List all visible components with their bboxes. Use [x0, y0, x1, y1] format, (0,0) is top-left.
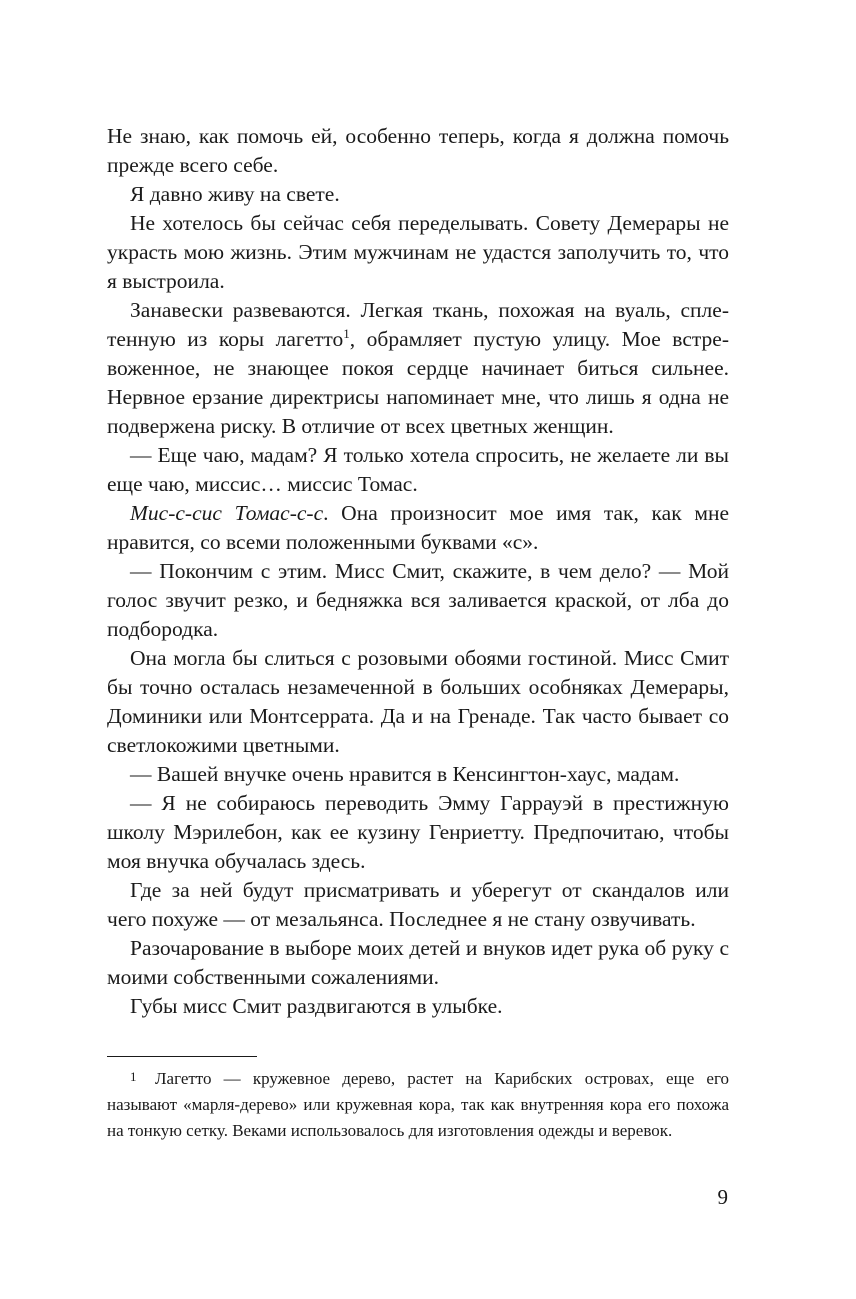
page-number: 9: [717, 1185, 728, 1209]
paragraph-10: — Я не собираюсь переводить Эмму Гаррауэй в престижную школу Мэрилебон, как ее кузину Генриетту. Предпочитаю, чтобы моя внучка обучалась здесь.: [107, 791, 729, 873]
footnote: [107, 1064, 729, 1144]
paragraph-6: [107, 499, 729, 557]
paragraph-13: Губы мисс Смит раздвигаются в улыбке.: [130, 994, 503, 1018]
paragraph-3: Не хотелось бы сейчас себя переделывать. Совету Демерары не украсть мою жизнь. Этим мужчинам не удастся заполучить то, что я выстроила.: [107, 211, 729, 293]
paragraph-9: — Вашей внучке очень нравится в Кенсингтон-хаус, мадам.: [130, 762, 680, 786]
paragraph-6-text-after: . Она произносит мое имя так, как мне нравится, со всеми положенными буквами «с».: [107, 501, 729, 554]
main-text: [107, 122, 729, 1021]
paragraph-5: — Еще чаю, мадам? Я только хотела спросить, не желаете ли вы еще чаю, миссис… миссис Томас.: [107, 443, 729, 496]
paragraph-4-text-after: , обрамляет пустую улицу. Мое встревоженное, не знающее покоя сердце начинает биться сильнее. Нервное ерзание директрисы напоминает мне, что лишь я одна не подвержена риску. В отличие от всех цветных женщин.: [107, 327, 730, 438]
footnote-divider: [107, 1056, 257, 1057]
paragraph-12: Разочарование в выборе моих детей и внуков идет рука об руку с моими собственными сожалениями.: [107, 936, 729, 989]
footnote-text: Лагетто — кружевное дерево, растет на Карибских островах, еще его называют «марля-дерево» или кружевная кора, так как внутренняя кора его похожа на тонкую сетку. Веками использовалось для изготовления одежды и веревок.: [107, 1069, 729, 1140]
footnote-paragraph: [107, 1064, 729, 1144]
paragraph-6-italic: Мис-с-сис Томас-с-с: [130, 501, 324, 525]
paragraph-8: Она могла бы слиться с розовыми обоями гостиной. Мисс Смит бы точно осталась незамеченной в больших особняках Демерары, Доминики или Монтсеррата. Да и на Гренаде. Так часто бывает со светлокожими цветными.: [107, 646, 729, 757]
footnote-reference[interactable]: 1: [343, 326, 350, 341]
paragraph-4-text-before: Занавески развеваются. Легкая ткань, похожая на вуаль, сплетенную из коры лагетто: [107, 298, 729, 351]
paragraph-2: Я давно живу на свете.: [130, 182, 340, 206]
paragraph-7: — Покончим с этим. Мисс Смит, скажите, в чем дело? — Мой голос звучит резко, и бедняжка вся заливается краской, от лба до подбородка.: [107, 559, 729, 641]
footnote-number: 1: [130, 1069, 137, 1084]
paragraph-4: [107, 296, 729, 441]
paragraph-1: Не знаю, как помочь ей, особенно теперь, когда я должна помочь прежде всего себе.: [107, 124, 729, 177]
paragraph-11: Где за ней будут присматривать и уберегут от скандалов или чего похуже — от мезальянса. Последнее я не стану озвучивать.: [107, 878, 729, 931]
